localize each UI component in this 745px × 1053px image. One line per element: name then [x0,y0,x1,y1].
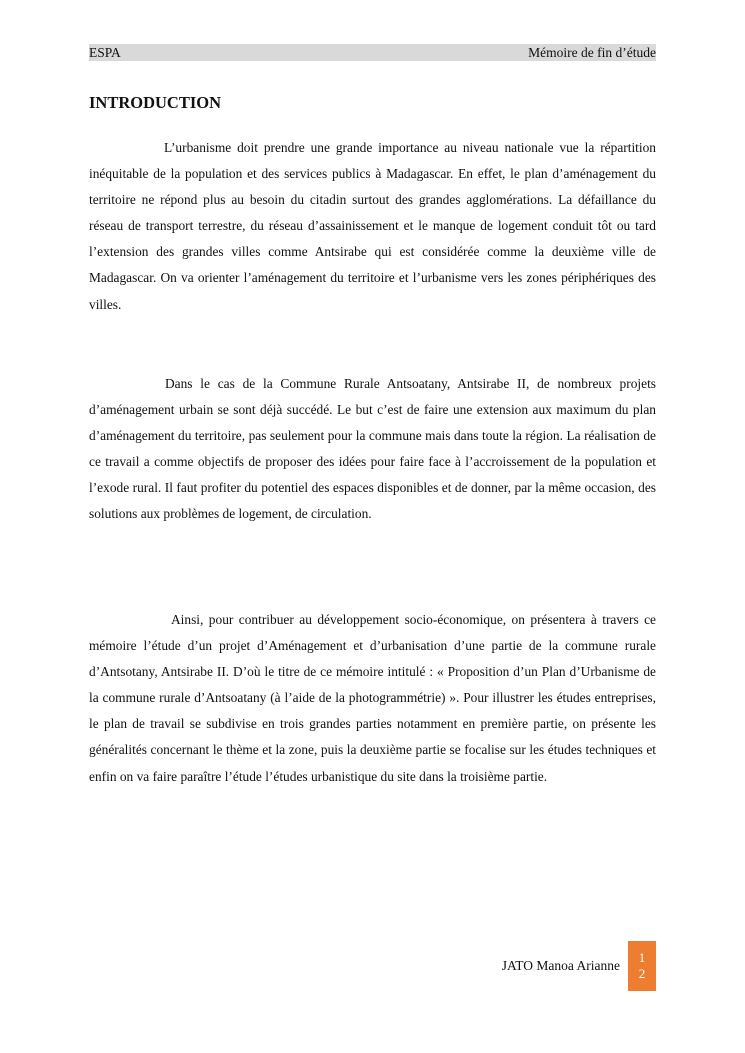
page-number-box [628,941,656,991]
paragraph-1 [89,135,656,318]
page-number-digit-1: 1 [638,950,646,965]
paragraph-1-text: L’urbanisme doit prendre une grande importance au niveau nationale vue la répartition inéquitable de la population et des services publics à Madagascar. En effet, le plan d’aménagement du territoire ne répond plus au besoin du citadin surtout des grandes agglomérations. La défaillance du réseau de transport terrestre, du réseau d’assainissement et le manque de logement conduit tôt ou tard l’extension des grandes villes comme Antsirabe qui est considérée comme la deuxième ville de Madagascar. On va orienter l’aménagement du territoire et l’urbanisme vers les zones périphériques des villes. [89,140,656,312]
paragraph-2 [89,371,656,528]
header-institution: ESPA [89,45,121,60]
paragraph-3-text: Ainsi, pour contribuer au développement socio-économique, on présentera à travers ce mémoire l’étude d’un projet d’Aménagement et d’urbanisation d’une partie de la commune rurale d’Antsotany, Antsirabe II. D’où le titre de ce mémoire intitulé : « Proposition d’un Plan d’Urbanisme de la commune rurale d’Antsoatany (à l’aide de la photogrammétrie) ». Pour illustrer les études entreprises, le plan de travail se subdivise en trois grandes parties notamment en première partie, on présente les généralités concernant le thème et la zone, puis la deuxième partie se focalise sur les études techniques et enfin on va faire paraître l’étude l’études urbanistique du site dans la troisième partie. [89,612,656,784]
page-header [89,44,656,61]
footer-author: JATO Manoa Arianne [501,958,620,973]
paragraph-2-text: Dans le cas de la Commune Rurale Antsoatany, Antsirabe II, de nombreux projets d’aménagement urbain se sont déjà succédé. Le but c’est de faire une extension aux maximum du plan d’aménagement du territoire, pas seulement pour la commune mais dans toute la région. La réalisation de ce travail a comme objectifs de proposer des idées pour faire face à l’accroissement de la population et l’exode rural. Il faut profiter du potentiel des espaces disponibles et de donner, par la même occasion, des solutions aux problèmes de logement, de circulation. [89,376,656,522]
paragraph-3 [89,607,656,790]
page-number-digit-2: 2 [638,966,646,981]
header-document-type: Mémoire de fin d’étude [528,45,656,60]
section-title: INTRODUCTION [89,93,222,112]
